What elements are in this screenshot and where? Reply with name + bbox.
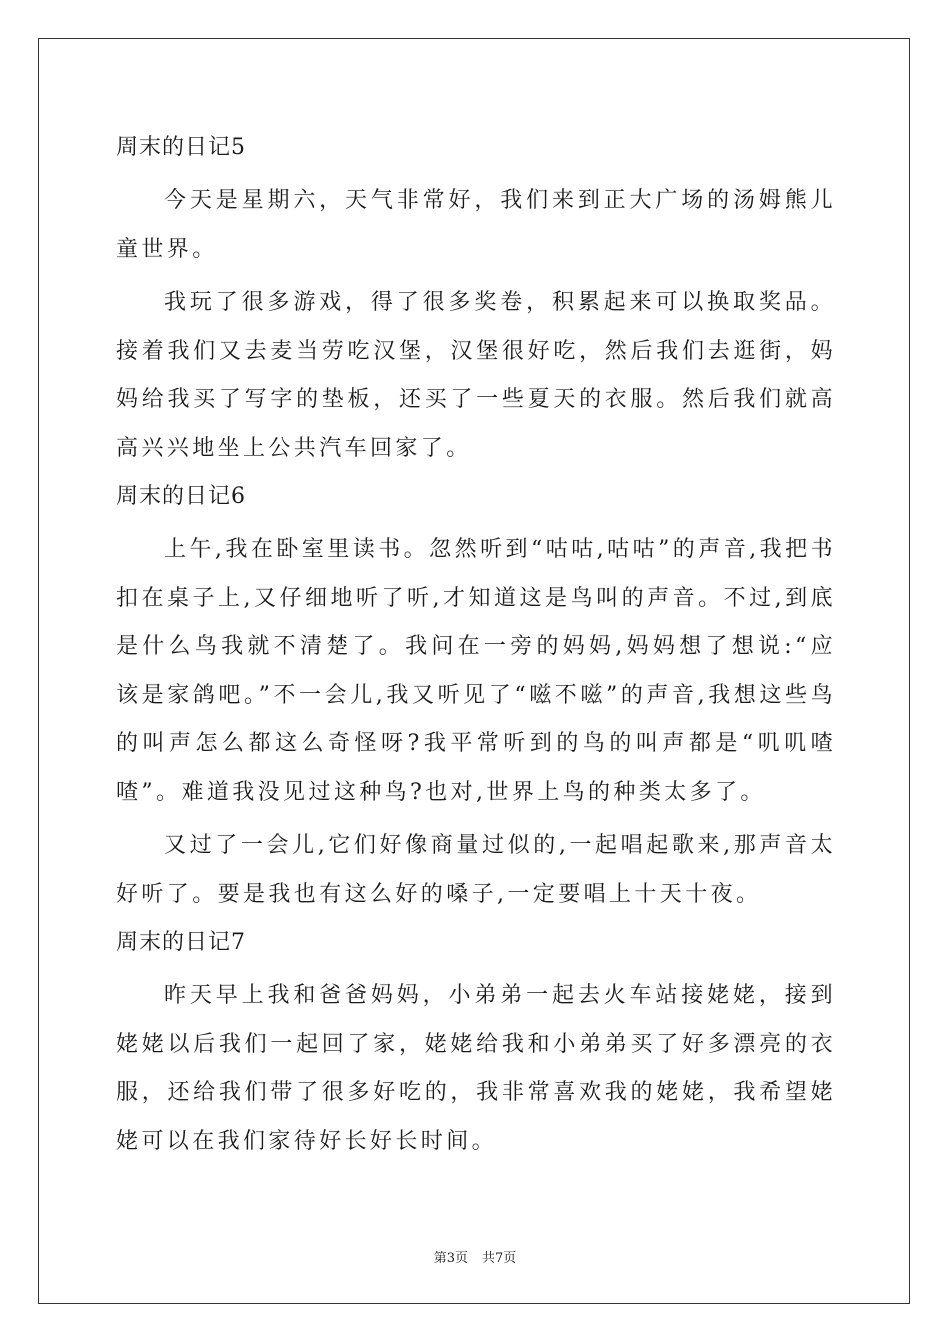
diary-section-5 xyxy=(116,124,836,473)
paragraph: 又过了一会儿,它们好像商量过似的,一起唱起歌来,那声音太好听了。要是我也有这么好的嗓子,一定要唱上十天十夜。 xyxy=(116,833,836,907)
paragraph: 今天是星期六，天气非常好，我们来到正大广场的汤姆熊儿童世界。 xyxy=(116,188,836,262)
section-heading: 周末的日记7 xyxy=(116,930,246,955)
paragraph: 我玩了很多游戏，得了很多奖卷，积累起来可以换取奖品。接着我们又去麦当劳吃汉堡，汉堡很好吃，然后我们去逛街，妈妈给我买了写字的垫板，还买了一些夏天的衣服。然后我们就高高兴兴地坐上公共汽车回家了。 xyxy=(116,290,836,461)
diary-section-7 xyxy=(116,919,836,1166)
paragraph: 上午,我在卧室里读书。忽然听到“咕咕,咕咕”的声音,我把书扣在桌子上,又仔细地听了听,才知道这是鸟叫的声音。不过,到底是什么鸟我就不清楚了。我问在一旁的妈妈,妈妈想了想说:“应该是家鸽吧。”不一会儿,我又听见了“嗞不嗞”的声音,我想这些鸟的叫声怎么都这么奇怪呀?我平常听到的鸟的叫声都是“叽叽喳喳”。难道我没见过这种鸟?也对,世界上鸟的种类太多了。 xyxy=(116,537,836,805)
total-pages: 共7页 xyxy=(482,1251,517,1266)
section-heading: 周末的日记6 xyxy=(116,484,246,509)
document-body xyxy=(116,124,836,1166)
paragraph: 昨天早上我和爸爸妈妈，小弟弟一起去火车站接姥姥，接到姥姥以后我们一起回了家，姥姥给我和小弟弟买了好多漂亮的衣服，还给我们带了很多好吃的，我非常喜欢我的姥姥，我希望姥姥可以在我们家待好长好长时间。 xyxy=(116,983,836,1154)
section-heading: 周末的日记5 xyxy=(116,135,246,160)
current-page-number: 第3页 xyxy=(433,1251,468,1266)
diary-section-6 xyxy=(116,473,836,919)
page-footer xyxy=(0,1247,950,1266)
